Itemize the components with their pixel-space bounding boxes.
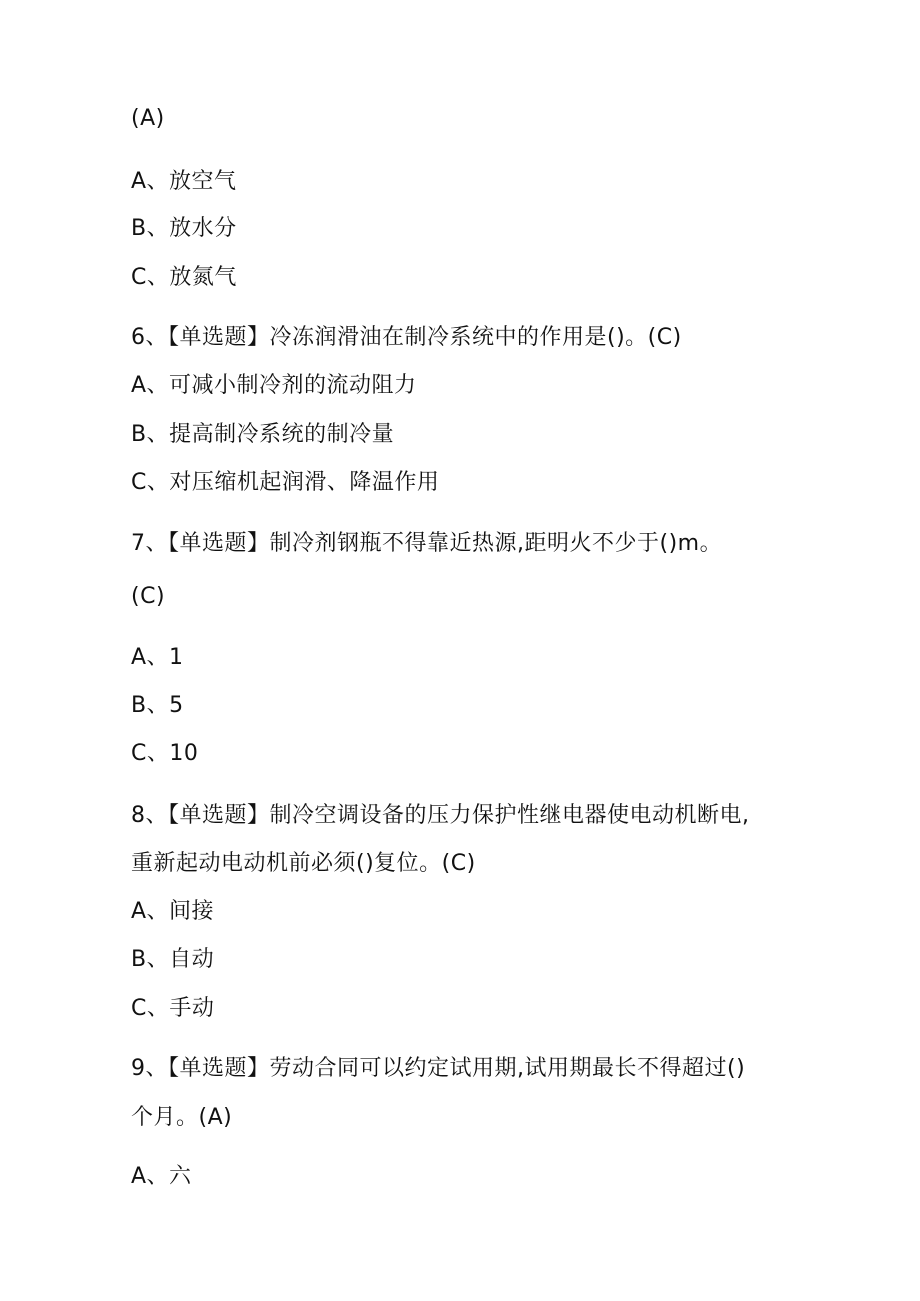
option-b: B、放水分 [131, 216, 237, 241]
question-8-continued: 重新起动电动机前必须()复位。(C) [131, 851, 476, 876]
option-c: C、对压缩机起润滑、降温作用 [131, 470, 440, 495]
option-a: A、放空气 [131, 169, 237, 194]
option-a: A、1 [131, 645, 184, 670]
question-9-continued: 个月。(A) [131, 1105, 233, 1130]
option-c: C、10 [131, 741, 199, 766]
option-c: C、放氮气 [131, 265, 237, 290]
option-a: A、六 [131, 1164, 192, 1189]
question-7: 7、【单选题】制冷剂钢瓶不得靠近热源,距明火不少于()m。 [131, 531, 723, 556]
answer-line: (A) [131, 106, 165, 131]
answer-line: (C) [131, 584, 166, 609]
option-a: A、可减小制冷剂的流动阻力 [131, 373, 417, 398]
question-6: 6、【单选题】冷冻润滑油在制冷系统中的作用是()。(C) [131, 325, 682, 350]
option-b: B、自动 [131, 947, 215, 972]
option-c: C、手动 [131, 996, 215, 1021]
option-b: B、5 [131, 693, 184, 718]
question-9: 9、【单选题】劳动合同可以约定试用期,试用期最长不得超过() [131, 1056, 746, 1081]
option-b: B、提高制冷系统的制冷量 [131, 422, 395, 447]
option-a: A、间接 [131, 899, 215, 924]
question-8: 8、【单选题】制冷空调设备的压力保护性继电器使电动机断电, [131, 803, 750, 828]
